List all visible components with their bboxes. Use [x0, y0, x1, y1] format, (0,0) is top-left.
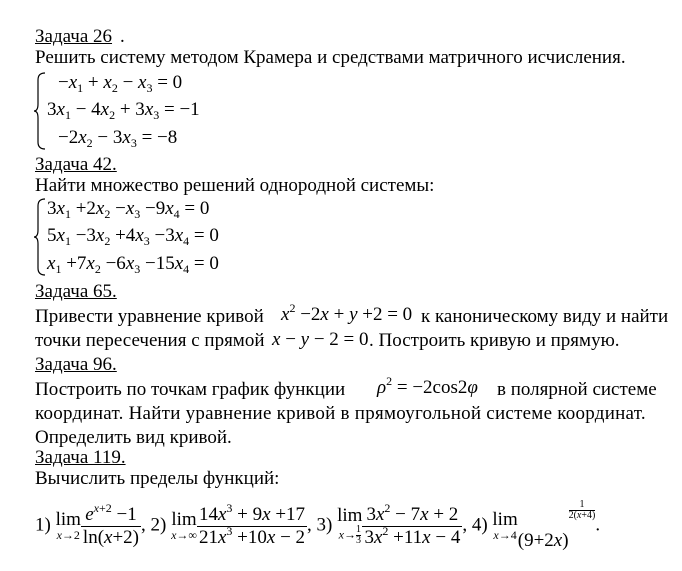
system-42-eq2: $5x_1 -3x_2 +4x_3 -3x_4 = 0$	[47, 225, 219, 248]
task-96-title: Задача 96.	[35, 354, 117, 375]
task-96-line2: координат. Найти уравнение кривой в прямоугольной системе координат.	[35, 403, 646, 424]
limit-2-operator: lim x→∞	[171, 509, 197, 542]
limit-3-fraction: $\frac{3x^2 - 7x + 2}{3x^2 +11x - 4}$	[364, 500, 461, 548]
line-equation: x − y − 2 = 0	[272, 329, 369, 350]
limit-4-label: , 4)	[462, 514, 488, 536]
final-period: .	[595, 514, 601, 536]
system-26-eq1: $-x_1 + x_2 - x_3 = 0$	[58, 72, 183, 95]
task-65-line2: точки пересечения с прямой	[35, 330, 265, 351]
limit-1-operator: lim x→2	[55, 509, 81, 542]
limits-row	[35, 500, 600, 552]
limit-1-label: 1)	[35, 514, 51, 536]
limit-1-fraction: $\frac{e^{x+2} -1}{\ln(x+2)}$	[82, 500, 140, 548]
system-26-eq2: $3x_1 - 4x_2 + 3x_3 = -1$	[47, 99, 200, 122]
task-26-prompt: Решить систему методом Крамера и средствами матричного исчисления.	[35, 47, 626, 68]
limit-4-operator: lim x→4	[492, 509, 518, 542]
task-96-line1-end: в полярной системе	[497, 379, 657, 400]
task-65-line1-end: к каноническому виду и найти	[421, 306, 669, 327]
task-42-title: Задача 42.	[35, 154, 117, 175]
polar-equation: $\rho^2 = -2\cos 2\varphi$	[377, 374, 478, 398]
task-119-title: Задача 119.	[35, 447, 126, 468]
task-65-line2-end: . Построить кривую и прямую.	[369, 330, 620, 351]
task-65-line1: Привести уравнение кривой	[35, 306, 264, 327]
system-42-eq3: $x_1 +7x_2 -6x_3 -15x_4 = 0$	[47, 253, 219, 276]
system-brace	[33, 198, 47, 276]
limit-3-label: , 3)	[307, 514, 333, 536]
system-42-eq1: $3x_1 +2x_2 -x_3 -9x_4 = 0$	[47, 198, 210, 221]
limit-2-label: , 2)	[141, 514, 167, 536]
task-42-prompt: Найти множество решений однородной системы:	[35, 175, 435, 196]
limit-2-fraction: $\frac{14x^3 + 9x +17}{21x^3 +10x - 2}$	[198, 500, 306, 548]
task-96-line1: Построить по точкам график функции	[35, 379, 346, 400]
task-26-title-dot: .	[120, 26, 125, 47]
task-26-title: Задача 26	[35, 26, 113, 47]
system-26-eq3: $-2x_2 - 3x_3 = -8$	[58, 127, 178, 150]
system-brace	[33, 72, 47, 150]
curve-equation: $x^2 -2x + y +2 = 0$	[281, 301, 413, 325]
task-65-title: Задача 65.	[35, 281, 117, 302]
limit-3-operator: lim x→ $\frac{1}{3}$	[337, 504, 363, 546]
task-96-line3: Определить вид кривой.	[35, 427, 232, 448]
limit-4-expression: (9+2x) $\frac{1}{2(x+4)}$	[517, 499, 596, 551]
task-119-prompt: Вычислить пределы функций:	[35, 468, 280, 489]
